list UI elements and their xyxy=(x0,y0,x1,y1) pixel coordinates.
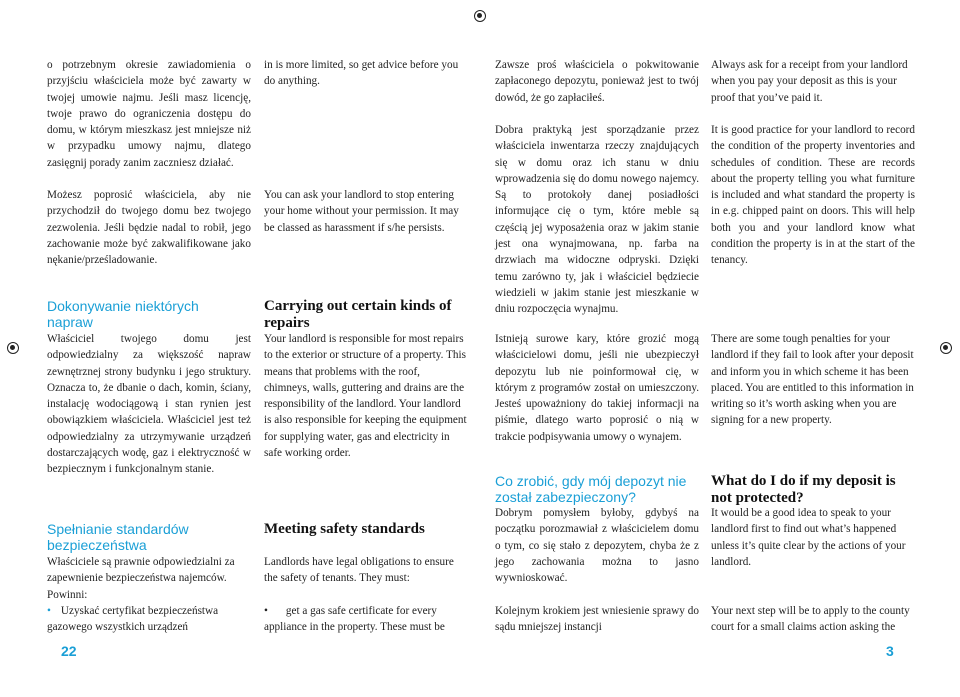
section-heading: Dokonywanie niektórych napraw xyxy=(47,298,199,330)
paragraph: Dobrym pomysłem byłoby, gdybyś na początku porozmawiał z właścicielem domu o tym, co się stało z depozytem, chyba że z jego zachowania można to jasno wywnioskować. xyxy=(495,507,699,585)
section-heading: What do I do if my deposit is not protected? xyxy=(711,473,896,506)
paragraph: It would be a good idea to speak to your landlord first to find out what’s happened unless it’s quite clear by the actions of your landlord. xyxy=(711,507,906,568)
paragraph: in is more limited, so get advice before you do anything. xyxy=(264,59,459,88)
paragraph: Kolejnym krokiem jest wniesienie sprawy do sądu mniejszej instancji xyxy=(495,605,699,634)
bullet-text: Uzyskać certyfikat bezpieczeństwa gazowego wszystkich urządzeń xyxy=(47,605,219,634)
paragraph: There are some tough penalties for your landlord if they fail to look after your deposit and inform you in which scheme it has been placed. You are entitled to this information in writing so it’s worth asking when you are signing for a new property. xyxy=(711,333,914,427)
paragraph: Zawsze proś właściciela o pokwitowanie zapłaconego depozytu, ponieważ jest to twój dowód, że go zapłaciłeś. xyxy=(495,59,699,104)
bullet-item xyxy=(47,603,251,636)
section-heading: Meeting safety standards xyxy=(264,521,425,537)
paragraph: It is good practice for your landlord to record the condition of the property inventories and schedules of condition. These are records about the property telling you what furniture is included and what standard the property is in e.g. chipped paint on doors. This will help both you and your landlord know what condition the property is in at the start of the tenancy. xyxy=(711,124,915,267)
paragraph: Właściciel twojego domu jest odpowiedzialny za większość napraw zewnętrznej strony budynku i jego struktury. Oznacza to, że dbanie o dach, komin, ściany, instalację wodociągową i stan rynien jest obowiązkiem właściciela. Właściciel jest też odpowiedzialny za utrzymywanie urządzeń dostarczających wodę, gaz i elektryczność w bezpiecznym i funkcjonalnym stanie. xyxy=(47,333,251,476)
paragraph: Always ask for a receipt from your landlord when you pay your deposit as this is your proof that you’ve paid it. xyxy=(711,59,908,104)
bullet-icon: • xyxy=(264,605,268,617)
paragraph: Your next step will be to apply to the county court for a small claims action asking the xyxy=(711,605,910,634)
paragraph: You can ask your landlord to stop entering your home without your permission. It may be classed as harassment if s/he persists. xyxy=(264,189,459,234)
registration-mark-left xyxy=(7,342,19,354)
paragraph: Właściciele są prawnie odpowiedzialni za zapewnienie bezpieczeństwa najemców. Powinni: xyxy=(47,556,235,601)
paragraph: Dobra praktyką jest sporządzanie przez właściciela inwentarza rzeczy znajdujących się w domu oraz ich stanu w dniu wprowadzenia się do domu nowego najemcy. Są to protokoły danej posiadłości informujące cię o tym, które meble są częścią jej wyposażenia oraz w jakim stanie jest ona wynajmowana, np. farba na drzwiach ma widoczne odpryski. Dzięki temu zarówno ty, jak i właściciel będziecie wiedzieli w jakim stanie jest mieszkanie w dniu rozpoczęcia wynajmu. xyxy=(495,124,699,316)
bullet-icon: • xyxy=(47,605,51,617)
paragraph: Możesz poprosić właściciela, aby nie przychodził do twojego domu bez twojego zezwolenia. Jeśli będzie nadal to robił, jego zachowanie może być zakwalifikowane jako nękanie/prześladowanie. xyxy=(47,189,251,267)
registration-mark-top xyxy=(474,10,486,22)
bullet-item xyxy=(264,603,468,636)
registration-mark-right xyxy=(940,342,952,354)
page-number-right: 3 xyxy=(886,643,894,659)
bullet-text: get a gas safe certificate for every appliance in the property. These must be xyxy=(264,605,445,634)
paragraph: Your landlord is responsible for most repairs to the exterior or structure of a property. This means that problems with the roof, chimneys, walls, guttering and drains are the responsibility of the landlord. Your landlord is also responsible for keeping the equipment for supplying water, gas and electricity in safe working order. xyxy=(264,333,467,460)
paragraph: Istnieją surowe kary, które grozić mogą właścicielowi domu, jeśli nie ubezpieczył depozytu lub nie poinformował cię, w którym z programów został on umieszczony. Jesteś upoważniony do takiej informacji na piśmie, dlatego warto poprosić o nią w trakcie podpisywania umowy o wynajem. xyxy=(495,333,699,443)
section-heading: Spełnianie standardów bezpieczeństwa xyxy=(47,521,189,553)
section-heading: Co zrobić, gdy mój depozyt nie został zabezpieczony? xyxy=(495,473,687,505)
section-heading: Carrying out certain kinds of repairs xyxy=(264,298,452,331)
page-number-left: 22 xyxy=(61,643,77,659)
paragraph: o potrzebnym okresie zawiadomienia o przyjściu właściciela może być zawarty w twojej umowie najmu. Jeśli masz licencję, twoje prawo do ograniczenia dostępu do domu, w którym mieszkasz jest mniejsze niż w przypadku umowy najmu, dlatego zasięgnij porady zanim zaczniesz działać. xyxy=(47,59,251,169)
paragraph: Landlords have legal obligations to ensure the safety of tenants. They must: xyxy=(264,556,454,585)
